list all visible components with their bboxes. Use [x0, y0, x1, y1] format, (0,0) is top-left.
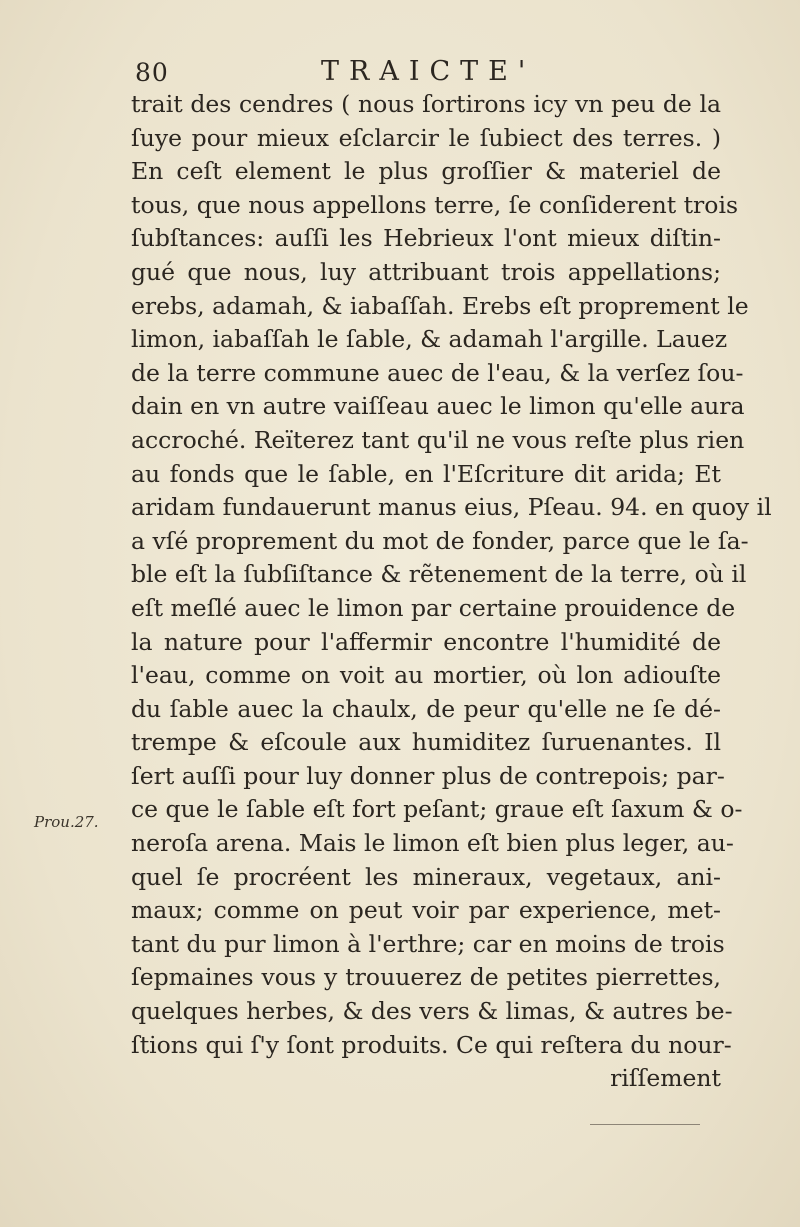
text-line: ce que le ſable eſt fort peſant; graue eſt ſaxum & o- — [131, 795, 743, 824]
text-line: quelques herbes, & des vers & limas, & autres be- — [131, 997, 733, 1026]
text-line: trempe & eſcoule aux humiditez ſuruenantes. Il — [131, 728, 721, 757]
text-line: quel ſe procréent les mineraux, vegetaux, ani- — [131, 862, 721, 891]
text-line: au fonds que le ſable, en l'Eſcriture dit arida; Et — [131, 459, 721, 488]
body-text — [131, 88, 772, 1096]
text-line: ſepmaines vous y trouuerez de petites pierrettes, — [131, 963, 721, 992]
text-line: a vſé proprement du mot de fonder, parce que le ſa- — [131, 526, 749, 555]
running-title: TRAICTE' — [321, 56, 536, 87]
text-line: neroſa arena. Mais le limon eſt bien plus leger, au- — [131, 829, 734, 858]
text-line: la nature pour l'affermir encontre l'humidité de — [131, 627, 721, 656]
catchword-underline — [590, 1124, 700, 1125]
margin-note: Prou.27. — [34, 813, 99, 831]
text-line: tant du pur limon à l'erthre; car en moins de trois — [131, 929, 725, 958]
text-line: trait des cendres ( nous ſortirons icy vn peu de la — [131, 90, 721, 118]
text-line: gué que nous, luy attribuant trois appellations; — [131, 257, 721, 286]
text-line: En ceſt element le plus groſſier & materiel de — [131, 157, 721, 186]
text-line: aridam fundauerunt manus eius, Pſeau. 94. en quoy il — [131, 493, 772, 522]
text-line: eſt meſlé auec le limon par certaine prouidence de — [131, 593, 736, 622]
text-line: du ſable auec la chaulx, de peur qu'elle ne ſe dé- — [131, 694, 721, 723]
text-line: dain en vn autre vaiſſeau auec le limon qu'elle aura — [131, 392, 745, 421]
text-line: de la terre commune auec de l'eau, & la verſez ſou- — [131, 358, 744, 387]
text-line: maux; comme on peut voir par experience, met- — [131, 896, 721, 925]
text-line: ble eſt la ſubſiſtance & rẽtenement de la terre, où il — [131, 560, 747, 589]
text-line: erebs, adamah, & iabaſſah. Erebs eſt proprement le — [131, 291, 749, 320]
text-line: limon, iabaſſah le ſable, & adamah l'argille. Lauez — [131, 325, 728, 354]
text-line: accroché. Reïterez tant qu'il ne vous reſte plus rien — [131, 425, 745, 454]
text-line: l'eau, comme on voit au mortier, où lon adiouſte — [131, 661, 721, 690]
text-line: ſuye pour mieux eſclarcir le ſubiect des terres. ) — [131, 123, 721, 152]
text-line: ſubſtances: auſſi les Hebrieux l'ont mieux diſtin- — [131, 224, 721, 253]
catchword: riſſement — [610, 1064, 721, 1093]
page-number: 80 — [135, 58, 169, 87]
page-header — [131, 56, 711, 92]
text-line: tous, que nous appellons terre, ſe conſiderent trois — [131, 190, 739, 219]
text-line: ſtions qui ſ'y ſont produits. Ce qui reſtera du nour- — [131, 1030, 732, 1059]
text-line: ſert auſſi pour luy donner plus de contrepois; par- — [131, 761, 725, 790]
